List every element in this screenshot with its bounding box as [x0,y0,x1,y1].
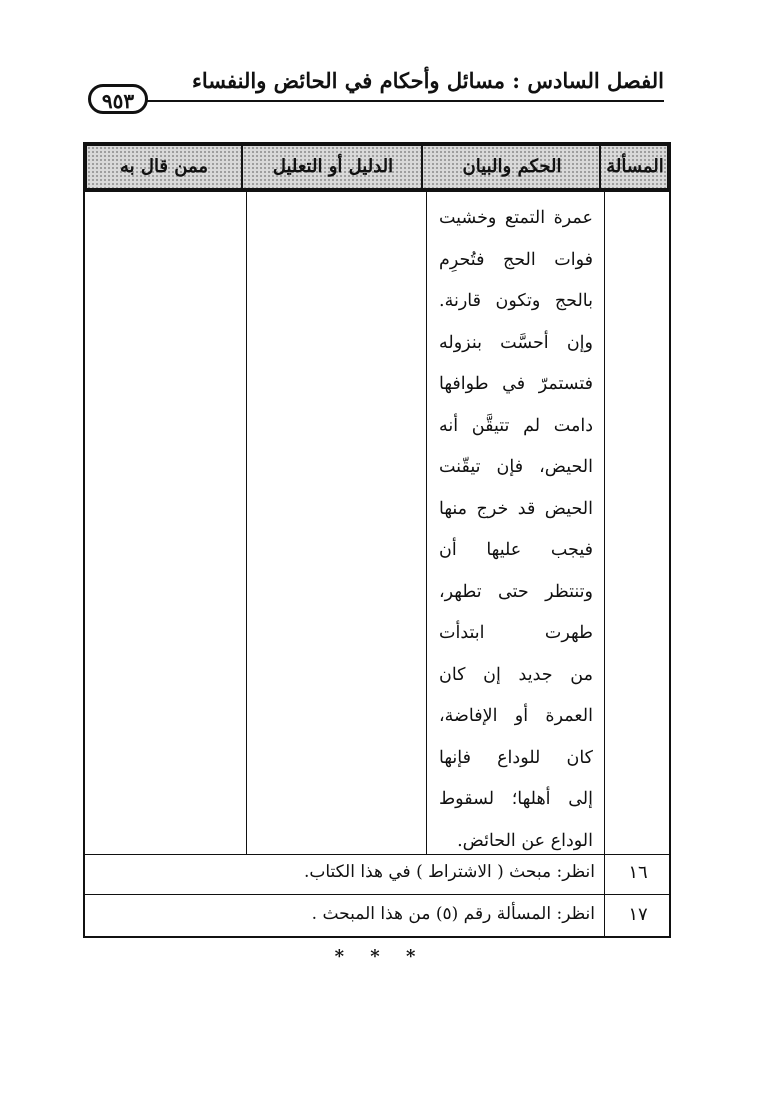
ruling-line: الحيض قد خرج منها [439,498,593,519]
column-header-issue: المسألة [606,156,664,177]
header-divider [241,146,243,188]
column-header-scholars: ممن قال به [119,156,209,177]
ruling-line: الوداع عن الحائض. [457,830,593,851]
row-number: ١٧ [628,904,648,925]
rulings-table [83,142,671,938]
page-header [84,66,664,116]
ruling-line: وإن أحسَّت بنزوله [439,332,593,353]
ruling-line: الحيض، فإن تيقّنت [439,457,593,477]
header-divider [599,146,601,188]
ruling-line: بالحج وتكون قارنة. [439,291,593,311]
ruling-line: وتنتظر حتى تطهر، [439,581,593,602]
row-divider [83,894,671,895]
section-separator: * * * [334,946,426,967]
row-reference-text: انظر: مبحث ( الاشتراط ) في هذا الكتاب. [303,862,595,882]
row-reference-text: انظر: المسألة رقم (٥) من هذا المبحث . [311,904,595,924]
ruling-line: فوات الحج فتُحرِم [439,249,593,270]
ruling-line: فتستمرّ في طوافها [439,374,593,394]
ruling-line: طهرت ابتدأت [439,623,593,643]
ruling-cell [433,190,603,854]
header-divider [421,146,423,188]
row-divider [83,854,671,855]
column-divider [246,190,247,854]
ruling-line: عمرة التمتع وخشيت [439,208,593,228]
table-header-row [83,142,671,192]
ruling-line: من جديد إن كان [439,664,593,685]
ruling-line: دامت لم تتيقَّن أنه [439,415,593,436]
column-divider [426,190,427,854]
column-divider [604,190,605,854]
column-header-ruling: الحكم والبيان [462,156,562,177]
page-number: ٩٥٣ [88,84,148,114]
header-rule [140,100,664,102]
row-number: ١٦ [628,862,648,883]
ruling-text [433,190,603,862]
ruling-line: كان للوداع فإنها [439,747,593,768]
ruling-line: إلى أهلها؛ لسقوط [439,789,593,809]
column-header-evidence: الدليل أو التعليل [272,156,394,177]
chapter-title: الفصل السادس : مسائل وأحكام في الحائض والنفساء [192,68,664,93]
ruling-line: العمرة أو الإفاضة، [439,706,593,726]
ruling-line: فيجب عليها أن [439,540,593,560]
